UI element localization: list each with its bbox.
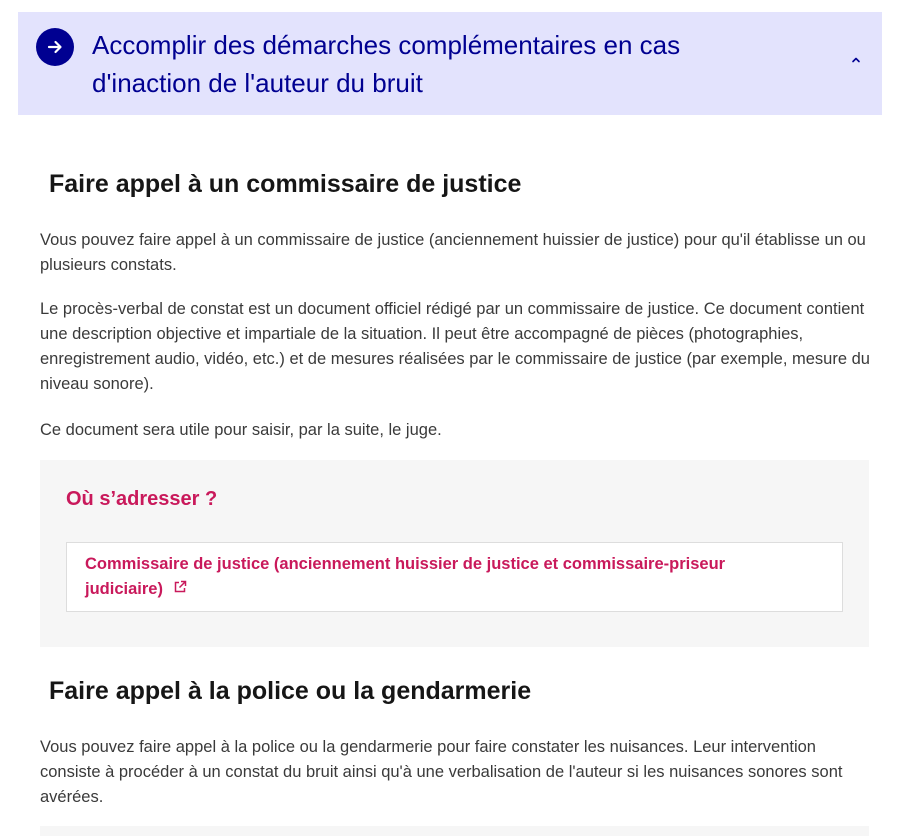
commissaire-justice-link-label: Commissaire de justice (anciennement huissier de justice et commissaire-priseur judiciaire) <box>85 555 726 598</box>
next-box-edge <box>40 826 869 836</box>
chevron-up-icon[interactable] <box>848 52 864 68</box>
section-title-commissaire: Faire appel à un commissaire de justice <box>49 170 522 198</box>
paragraph-proces-verbal: Le procès-verbal de constat est un document officiel rédigé par un commissaire de justice. Ce document contient une description objective et impartiale de la situation. Il peut être accompagné de pièces (photographies, enregistrement audio, vidéo, etc.) et de mesures réalisées par le commissaire de justice (par exemple, mesure du niveau sonore). <box>40 300 870 393</box>
contact-card <box>66 542 843 612</box>
commissaire-justice-link[interactable] <box>85 552 785 602</box>
paragraph-intro-commissaire: Vous pouvez faire appel à un commissaire de justice (anciennement huissier de justice) pour qu'il établisse un ou plusieurs constats. <box>40 231 866 274</box>
where-to-go-heading: Où s’adresser ? <box>66 488 218 510</box>
external-link-icon <box>173 577 187 602</box>
accordion-header[interactable] <box>18 12 882 115</box>
section-title-police: Faire appel à la police ou la gendarmerie <box>49 677 532 705</box>
paragraph-police: Vous pouvez faire appel à la police ou la gendarmerie pour faire constater les nuisances. Leur intervention consiste à procéder à un constat du bruit ainsi qu'à une verbalisation de l'auteur si les nuisances sonores sont avérées. <box>40 738 843 806</box>
accordion-title: Accomplir des démarches complémentaires en cas d'inaction de l'auteur du bruit <box>92 30 681 98</box>
paragraph-utilite: Ce document sera utile pour saisir, par la suite, le juge. <box>40 421 442 439</box>
where-to-go-box <box>40 460 869 647</box>
arrow-right-icon <box>36 28 74 66</box>
